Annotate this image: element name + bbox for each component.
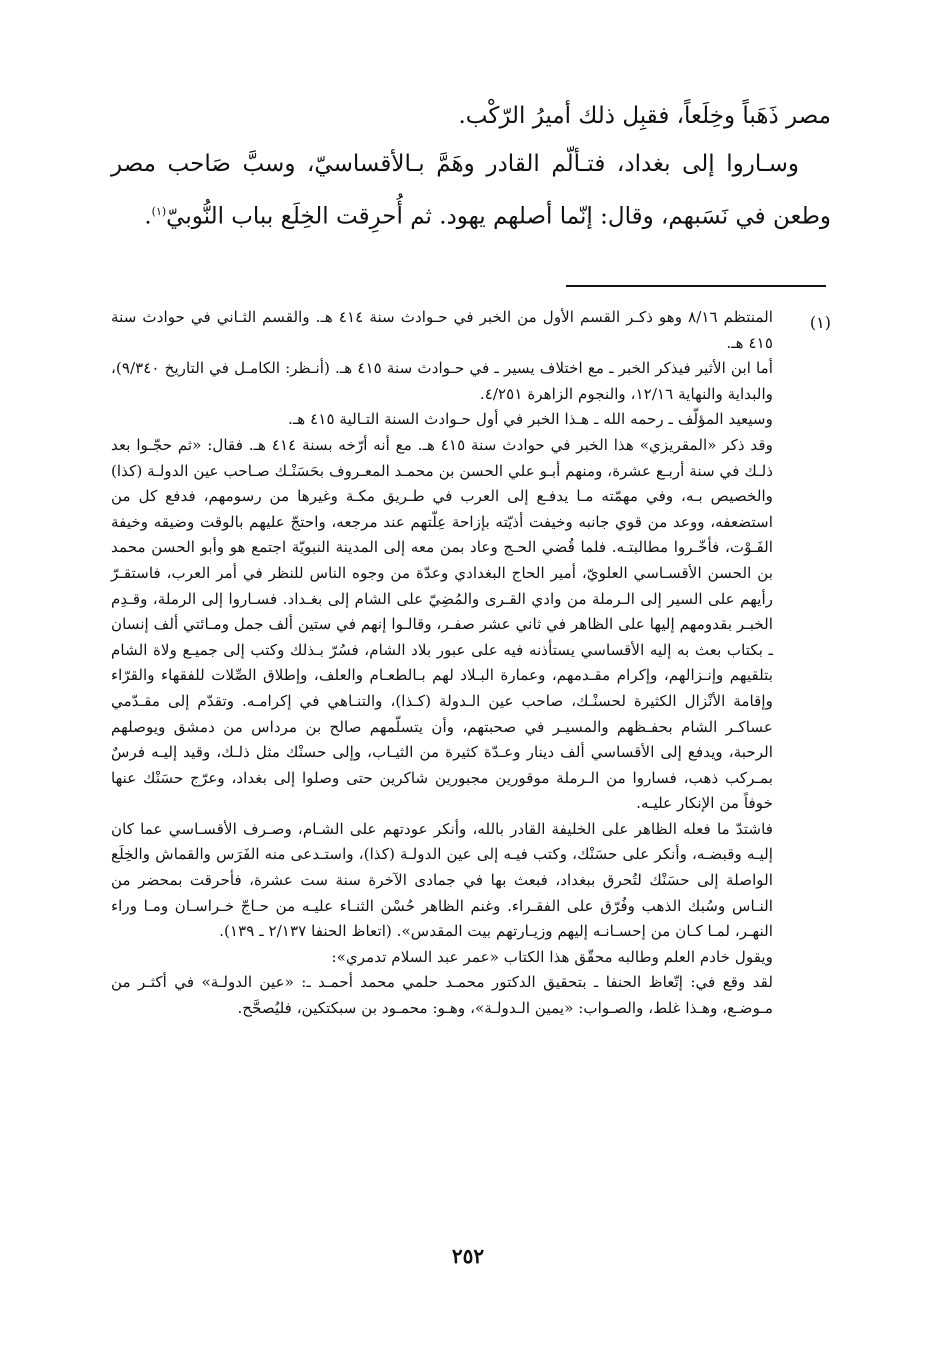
footnote-paragraph: وقد ذكر «المقريزي» هذا الخبر في حوادث سنة ٤١٥ هـ. مع أنه أرّخه بسنة ٤١٤ هـ. فقال: «ثم حجّـوا بعد ذلـك في سنة أربـع عشرة، ومنهم أبـو علي الحسن بن محمـد المعـروف بحَسَنْـك صـاحب عين الدولـة (كذا) والخصيص بـه، وفي مهمّته مـا يدفـع إلى العرب في طـريق مكـة وغيرها من رسومهم، فدفع كل من استضعفه، ووعد من قوي جانبه وخيفت أذيّته بإزاحة عِلّتهم عند مرجعه، واحتجّ عليهم بالوقت وضيقه وخيفة الفَـوْت، فأخّـروا مطالبتـه. فلما قُضي الحـج وعاد بمن معه إلى المدينة النبويّة اجتمع هو وأبو الحسن محمد بن الحسن الأقسـاسي العلويّ، أمير الحاج البغدادي وعدّة من وجوه الناس للنظر في أمر العرب، فاستقـرّ رأيهم على السير إلى الـرملة من وادي القـرى والمُضِيّ على الشام إلى بغـداد. فسـاروا إلى الرملة، وقـدِم الخبـر بقدومهم إليها على الظاهر في ثاني عشر صفـر، وقالـوا إنهم في ستين ألف جمل ومـائتي ألف إنسان ـ بكتاب بعث به إليه الأقساسي يستأذنه فيه على عبور بلاد الشام، فسُرّ بـذلك وكتب إلى جميـع ولاة الشام بتلقيهم وإنـزالهم، وإكرام مقـدمهم، وعمارة البـلاد لهم بـالطعـام والعلف، وإطلاق الصِّلات للفقهاء والقرّاء وإقامة الأنْزال الكثيرة لحسنْـك، صاحب عين الـدولة (كـذا)، والتنـاهي في إكرامـه. وتقدّم إلى مقـدّمي عساكـر الشام بحفـظهم والمسيـر في صحبتهم، وأن يتسلّمهم صالح بن مرداس من دمشق ويوصلهم الرحبة، ويدفع إلى الأقساسي ألف دينار وعـدّة كثيرة من الثيـاب، وإلى حسنْك مثل ذلـك، وقيد إليـه فرسٌ بمـركب ذهب، فساروا من الـرملة موقورين مجبورين شاكرين حتى وصلوا إلى بغداد، وعرّج حسَنْك عنها خوفاً من الإنكار عليـه. bbox=[111, 435, 773, 813]
page-number: ٢٥٢ bbox=[451, 1244, 485, 1268]
footnote-number: (١) bbox=[809, 313, 831, 332]
footnote-separator bbox=[566, 285, 826, 287]
footnote-paragraph: ويقول خادم العلم وطالبه محقّق هذا الكتاب «عمر عبد السلام تدمري»: bbox=[331, 947, 773, 966]
footnote-paragraph: أما ابن الأثير فيذكر الخبر ـ مع اختلاف يسير ـ في حـوادث سنة ٤١٥ هـ. (أنـظر: الكامـل في التاريخ ٩/٣٤٠)، والبداية والنهاية ١٢/١٦، والنجوم الزاهرة ٤/٢٥١. bbox=[111, 359, 773, 403]
footnote-paragraph: فاشتدّ ما فعله الظاهر على الخليفة القادر بالله، وأنكر عودتهم على الشـام، وصـرف الأقسـاسي عما كان إليـه وقبضـه، وأنكر على حسَنْك، وكتب فيـه إلى عين الدولـة (كذا)، واستـدعى منه الفَرَس والقماش والخِلَع الواصلة إلى حسَنْك لتُحرق ببغداد، فبعث بها في جمادى الآخرة سنة ست عشرة، فأحرقت بمحضر من النـاس وسُبك الذهب وفُرّق على الفقـراء. وغنم الظاهر حُسْن الثنـاء عليـه من حـاجّ خـراسـان ومـا وراء النهـر، لمـا كـان من إحسـانـه إليهم وزيـارتهم بيت المقدس». (اتعاظ الحنفا ٢/١٣٧ ـ ١٣٩). bbox=[111, 819, 773, 941]
footnote-paragraph: لقد وقع في: إتّعاظ الحنفا ـ بتحقيق الدكتور محمـد حلمي محمد أحمـد ـ: «عين الدولـة» في أكثـر من مـوضـع، وهـذا غلط، والصـواب: «يمين الـدولـة»، وهـو: محمـود بن سبكتكين، فليُصحَّح. bbox=[111, 973, 773, 1018]
main-paragraph-2-text: وسـاروا إلى بغداد، فتـألّم القادر وهَمَّ بـالأقساسيّ، وسبَّ صَاحب مصر وطعن في نَسَبهم، وقال: إنّما أصلهم يهود. ثم أُحرِقت الخِلَع بباب النُّوبيّ bbox=[111, 151, 831, 230]
footnote bbox=[111, 305, 831, 1022]
main-text bbox=[111, 92, 831, 241]
footnote-paragraph: وسيعيد المؤلّف ـ رحمه الله ـ هـذا الخبر في أول حـوادث السنة التـالية ٤١٥ هـ. bbox=[288, 410, 773, 429]
footnote-reference: (١) bbox=[151, 205, 167, 218]
footnote-paragraph: المنتظم ٨/١٦ وهو ذكـر القسم الأول من الخبر في حـوادث سنة ٤١٤ هـ. والقسم الثـاني في حوادث سنة ٤١٥ هـ. bbox=[111, 308, 774, 352]
main-paragraph-2: وسـاروا إلى بغداد، فتـألّم القادر وهَمَّ بـالأقساسيّ، وسبَّ صَاحب مصر وطعن في نَسَبهم، وقال: إنّما أصلهم يهود. ثم أُحرِقت الخِلَع بباب النُّوبيّ$^{(١)}$. bbox=[111, 151, 831, 230]
main-line-1: مصر ذَهَباً وخِلَعاً، فقبِل ذلك أميرُ الرّكْب. bbox=[458, 103, 831, 129]
footnote-body bbox=[111, 305, 773, 1022]
